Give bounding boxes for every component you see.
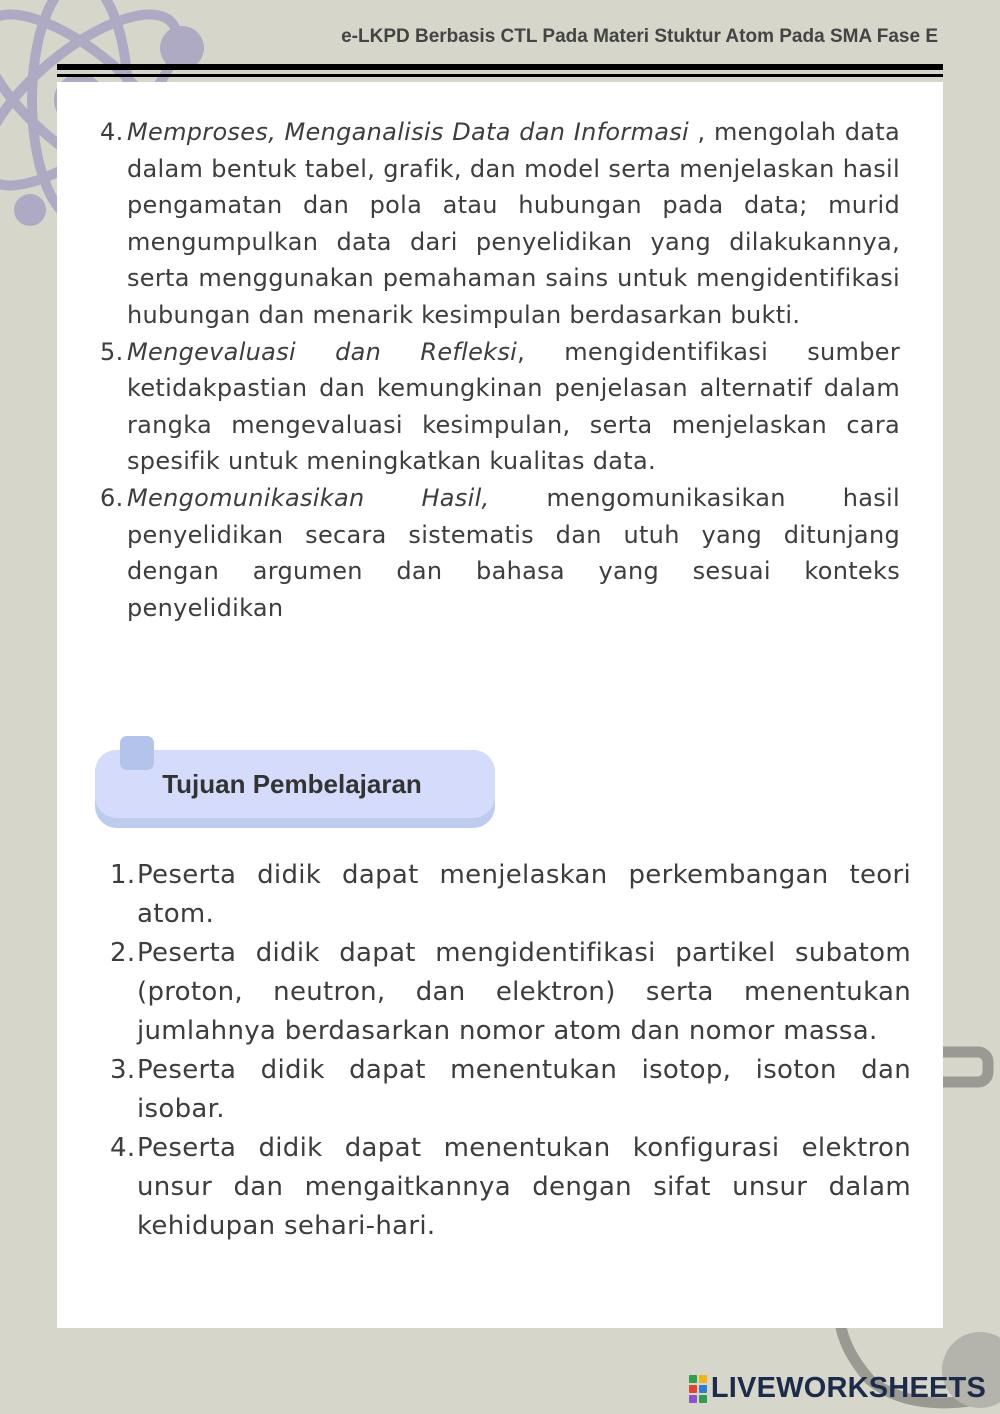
list-item [100,334,900,480]
objective-text: Peserta didik dapat menentukan isotop, isoton dan isobar. [137,1055,911,1124]
list-number: 3. [110,1055,136,1085]
list-number: 5. [100,337,124,366]
list-item [110,1051,911,1129]
list-item [110,934,911,1051]
process-steps-list [100,114,900,626]
header-rule-thick [57,64,943,70]
liveworksheets-watermark[interactable] [689,1372,986,1405]
list-number: 4. [100,118,124,146]
step-title: Mengevaluasi dan Refleksi [127,337,518,366]
step-text: mengomunikasikan hasil penyelidikan secara sistematis dan utuh yang ditunjang dengan argumen dan bahasa yang sesuai konteks penyelidikan [127,483,900,622]
list-number: 4. [110,1133,136,1163]
list-item [100,114,900,334]
step-text: , mengolah data dalam bentuk tabel, grafik, dan model serta menjelaskan hasil pengamatan dan pola atau hubungan pada data; murid mengumpulkan data dari penyelidikan yang dilakukannya, serta menggunakan pemahaman sains untuk mengidentifikasi hubungan dan menarik kesimpulan berdasarkan bukti. [127,118,900,329]
liveworksheets-logo-icon [689,1375,707,1403]
objectives-list [110,856,911,1246]
section-title: Tujuan Pembelajaran [162,768,422,799]
list-number: 6. [100,483,124,512]
objective-text: Peserta didik dapat mengidentifikasi partikel subatom (proton, neutron, dan elektron) serta menentukan jumlahnya berdasarkan nomor atom dan nomor massa. [137,938,911,1046]
section-badge [95,750,495,828]
list-item [100,480,900,626]
objective-text: Peserta didik dapat menjelaskan perkembangan teori atom. [137,860,911,929]
objective-text: Peserta didik dapat menentukan konfigurasi elektron unsur dan mengaitkannya dengan sifat unsur dalam kehidupan sehari-hari. [137,1133,911,1241]
list-item [110,1129,911,1246]
step-title: Mengomunikasikan Hasil, [127,483,490,512]
step-text: , mengidentifikasi sumber ketidakpastian dan kemungkinan penjelasan alternatif dalam rangka mengevaluasi kesimpulan, serta menjelaskan cara spesifik untuk meningkatkan kualitas data. [127,337,900,476]
step-title: Memproses, Menganalisis Data dan Informasi [127,118,690,146]
badge-corner-square [120,736,154,770]
list-item [110,856,911,934]
header-rule-thin [57,74,943,77]
header-title: e-LKPD Berbasis CTL Pada Materi Stuktur Atom Pada SMA Fase E [341,26,938,47]
list-number: 2. [110,938,136,968]
section-badge-face [95,750,495,818]
watermark-text: LIVEWORKSHEETS [710,1372,986,1404]
list-number: 1. [110,860,136,890]
